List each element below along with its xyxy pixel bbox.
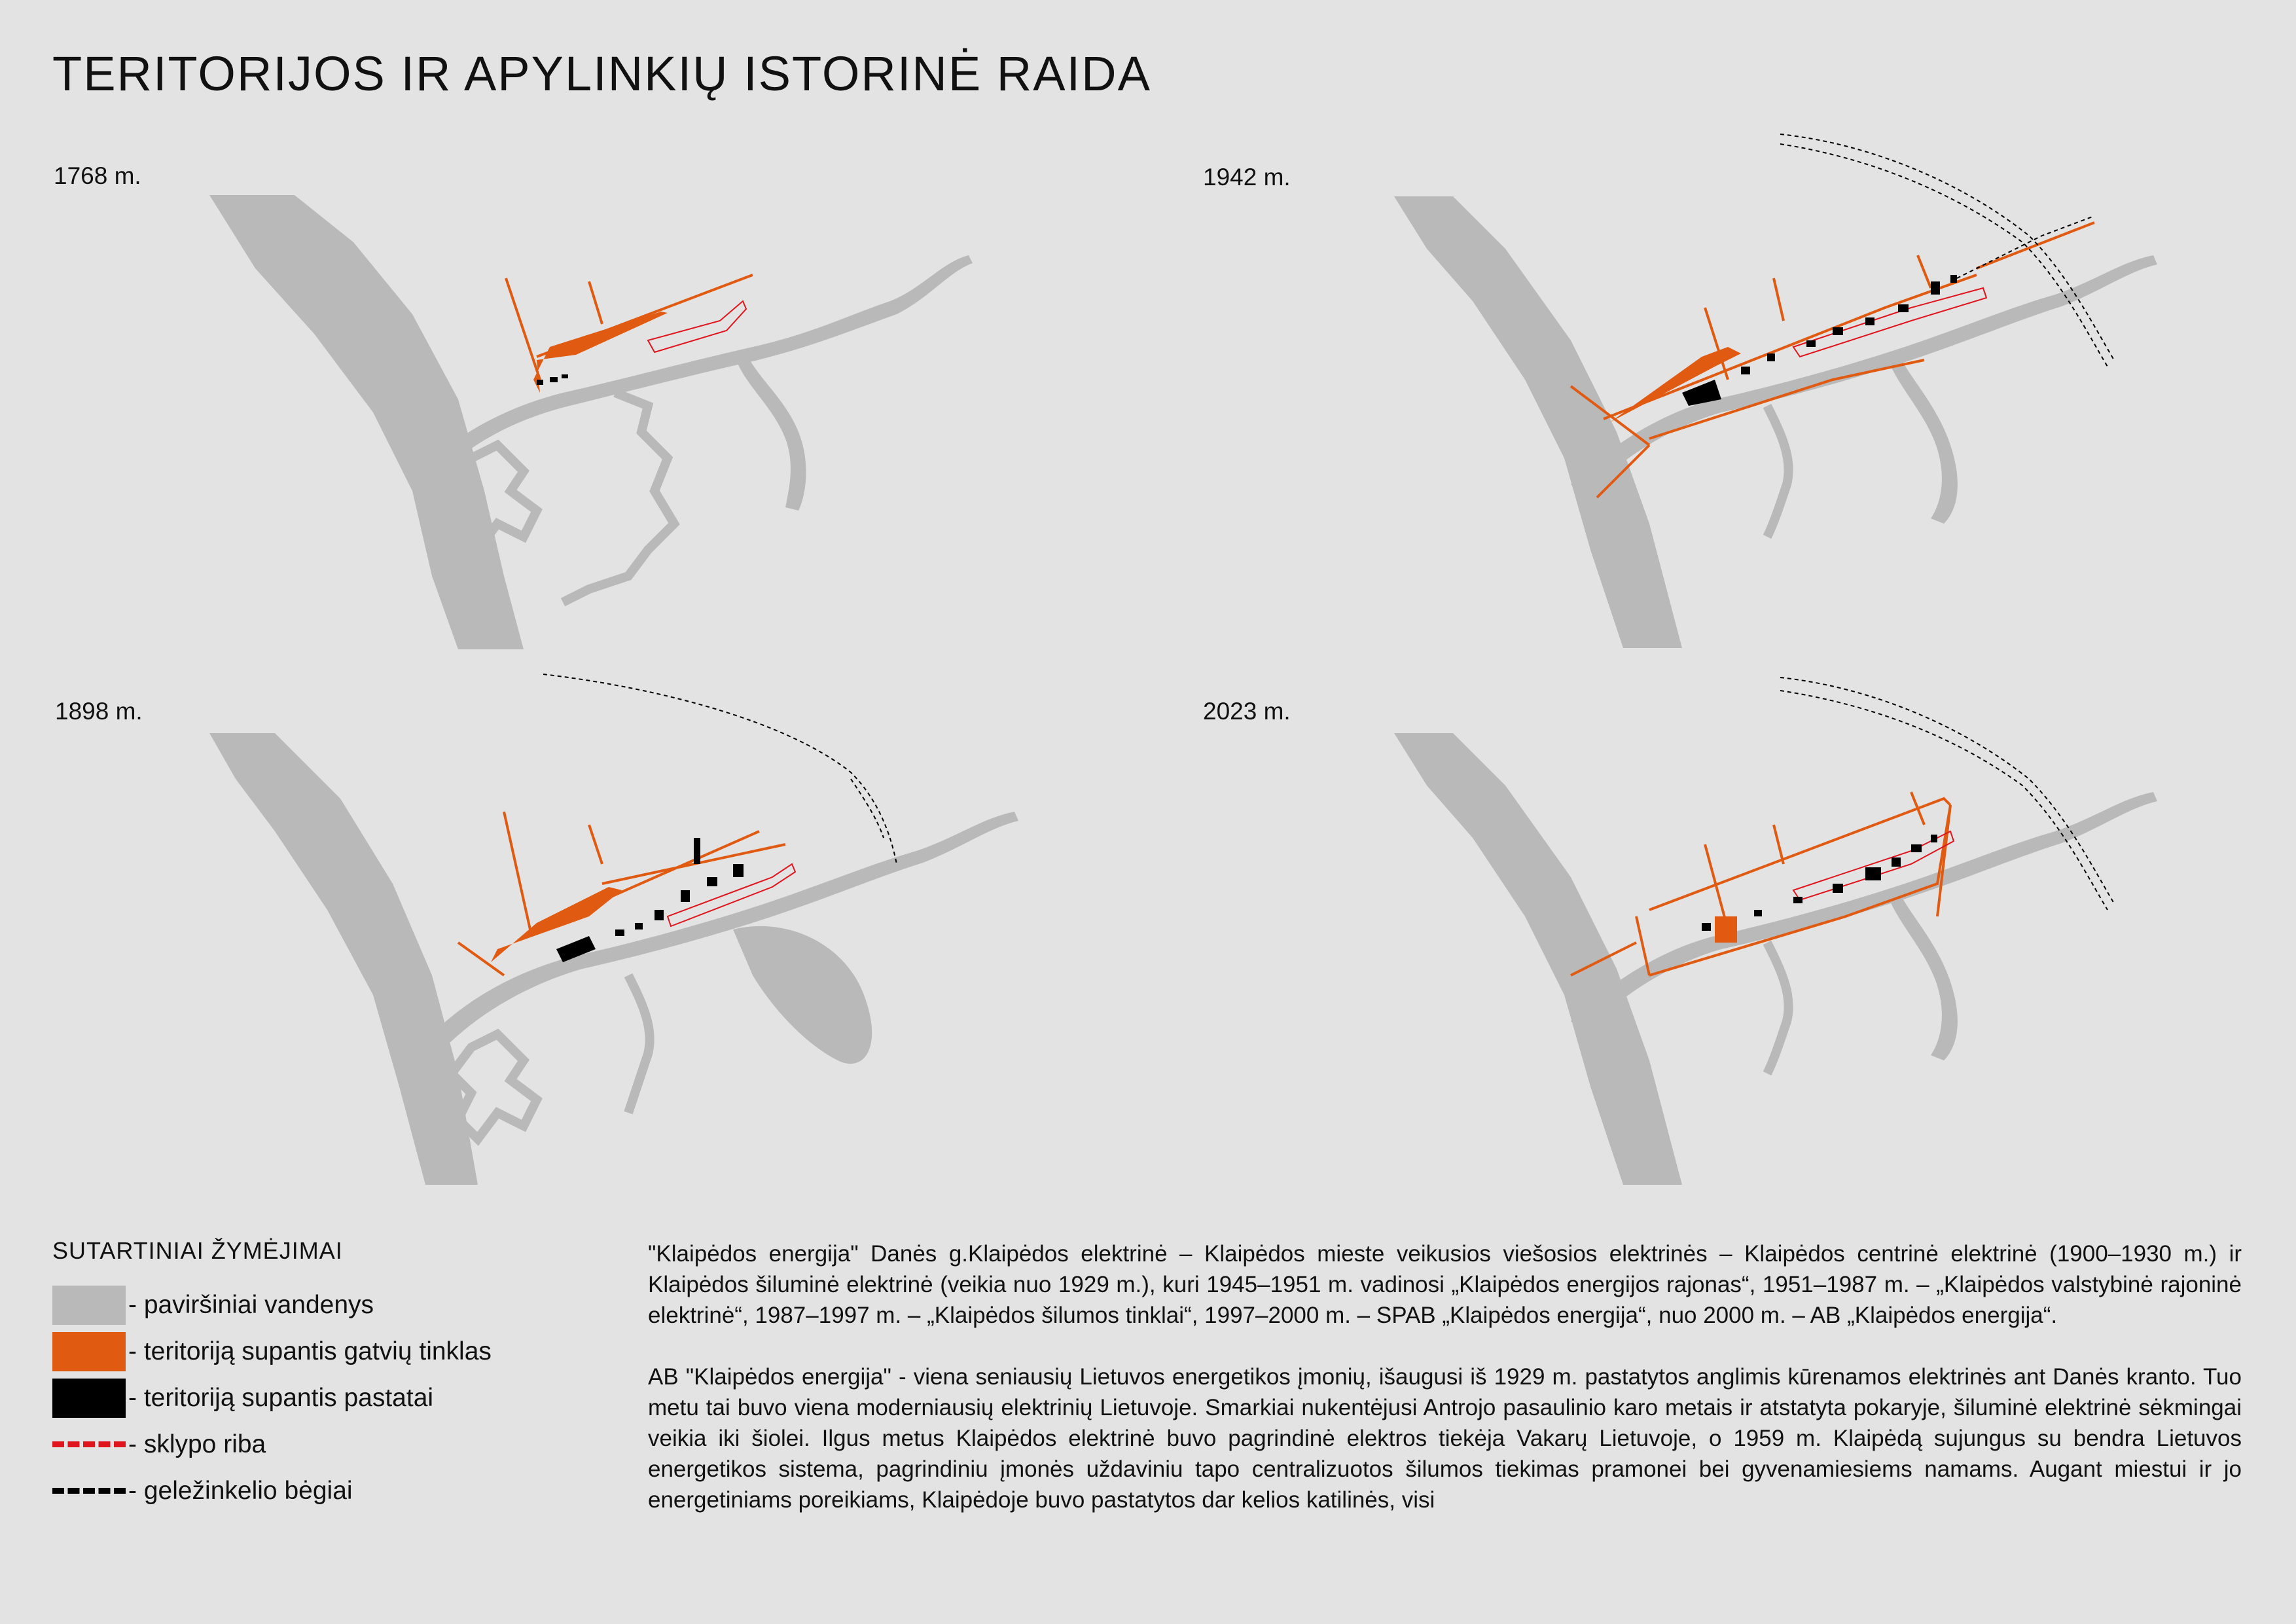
water-lake <box>733 926 872 1064</box>
building <box>1833 327 1843 335</box>
building <box>1793 897 1803 903</box>
legend-item-buildings <box>52 1375 492 1421</box>
buildings-swatch <box>52 1379 126 1418</box>
plot-swatch <box>52 1425 126 1464</box>
railway-track <box>1780 144 2108 367</box>
building <box>1865 317 1874 325</box>
building <box>707 877 717 886</box>
legend-item-streets <box>52 1328 492 1375</box>
building <box>1865 867 1881 880</box>
water-river <box>1571 255 2157 497</box>
map-2023 <box>1374 668 2225 1204</box>
street-far <box>1937 805 1950 916</box>
legend-label: - geležinkelio bėgiai <box>128 1476 353 1505</box>
building <box>1892 857 1901 867</box>
building <box>562 374 568 378</box>
map-year-label: 1898 m. <box>55 698 143 725</box>
building <box>1741 367 1750 374</box>
map-year-label: 2023 m. <box>1203 698 1291 725</box>
legend-item-water <box>52 1282 492 1328</box>
map-year-label: 1942 m. <box>1203 164 1291 190</box>
plot-boundary <box>1793 288 1986 357</box>
water-lagoon <box>209 195 524 649</box>
railway-swatch <box>52 1471 126 1511</box>
street-north3 <box>1918 255 1931 288</box>
railway-track <box>1780 134 2114 360</box>
legend-label: - teritoriją supantis pastatai <box>128 1383 434 1412</box>
map-year-label: 1768 m. <box>54 162 141 189</box>
legend <box>52 1237 492 1514</box>
legend-item-plot <box>52 1421 492 1468</box>
street-north <box>504 812 530 929</box>
building <box>635 923 643 929</box>
water-fortress <box>452 1034 537 1139</box>
building <box>1898 304 1909 312</box>
page-title: TERITORIJOS IR APYLINKIŲ ISTORINĖ RAIDA <box>52 46 1151 101</box>
water-fortress <box>452 445 537 550</box>
building <box>655 910 664 920</box>
street-north2 <box>589 825 602 864</box>
street-diag <box>458 943 504 975</box>
building <box>681 890 690 902</box>
water-moat <box>563 393 674 602</box>
water-branch <box>1888 353 1958 524</box>
street-short <box>589 281 602 324</box>
building <box>1754 910 1762 916</box>
building <box>550 377 558 382</box>
building <box>1806 340 1816 347</box>
legend-label: - teritoriją supantis gatvių tinklas <box>128 1337 492 1365</box>
description <box>648 1238 2242 1546</box>
water-lagoon <box>209 733 478 1185</box>
water-branch <box>1888 890 1958 1060</box>
railway-track <box>851 779 884 838</box>
building <box>1931 281 1940 295</box>
streets-swatch <box>52 1332 126 1371</box>
building <box>694 838 700 864</box>
water-swatch <box>52 1286 126 1325</box>
street-north2 <box>1774 825 1784 864</box>
legend-title: SUTARTINIAI ŽYMĖJIMAI <box>52 1237 343 1264</box>
building <box>1833 884 1843 893</box>
map-1942 <box>1374 131 2225 668</box>
building <box>1931 835 1937 842</box>
street-north2 <box>1774 278 1784 321</box>
street-north3 <box>1911 792 1924 825</box>
water-branch2 <box>1767 943 1789 1074</box>
description-paragraph: AB "Klaipėdos energija" - viena seniausių Lietuvos energetikos įmonių, išaugusi iš 1929 m. pastatytos anglimis kūrenamos elektrinės ant Danės kranto. Tuo metu tai buvo viena moderniausių elektrinių Lietuvoje. Smarkiai nukentėjusi Antrojo pasaulinio karo metais ir atstatyta pokaryje, šiluminė elektrinė sėkmingai veikia iki šiolei. Ilgus metus Klaipėdos elektrinė buvo pagrindinė elektros tiekėja Vakarų Lietuvoje, o 1959 m. Klaipėdą sujungus su bendra Lietuvos energetikos sistema, pagrindiniu įmonės uždaviniu tapo centralizuotos šilumos tiekimas pramonei bei gyvenamiesiems namams. Augant miestui ir jo energetiniams poreikiams, Klaipėdoje buvo pastatytos dar kelios katilinės, visi <box>648 1364 2242 1513</box>
water-lagoon <box>1394 733 1682 1185</box>
legend-label: - sklypo riba <box>128 1430 266 1458</box>
building <box>537 380 543 385</box>
legend-label: - paviršiniai vandenys <box>128 1290 374 1319</box>
map-1768 <box>196 183 1113 655</box>
description-paragraph: "Klaipėdos energija" Danės g.Klaipėdos elektrinė – Klaipėdos mieste veikusios viešosios elektrinės – Klaipėdos centrinė elektrinė (1900–1930 m.) ir Klaipėdos šiluminė elektrinė (veikia nuo 1929 m.), kuri 1945–1951 m. vadinosi „Klaipėdos energijos rajonas“, 1951–1987 m. – „Klaipėdos valstybinė rajoninė elektrinė“, 1987–1997 m. – „Klaipėdos šilumos tinklai“, 1997–2000 m. – SPAB „Klaipėdos energija“, nuo 2000 m. – AB „Klaipėdos energija“. <box>648 1241 2242 1328</box>
water-branch2 <box>1767 406 1789 537</box>
water-branch <box>736 353 806 511</box>
street-plaza <box>1715 916 1737 943</box>
building <box>615 929 624 936</box>
building <box>1767 353 1775 361</box>
water-branch <box>628 975 650 1113</box>
legend-item-railway <box>52 1468 492 1514</box>
railway-track <box>543 674 897 864</box>
map-1898 <box>196 668 1113 1204</box>
building <box>1911 844 1922 852</box>
building <box>733 864 744 877</box>
street-main <box>1977 223 2094 268</box>
building <box>1702 923 1711 931</box>
railway-track <box>1950 216 2094 281</box>
water-lagoon <box>1394 196 1682 648</box>
street-north <box>506 278 540 380</box>
